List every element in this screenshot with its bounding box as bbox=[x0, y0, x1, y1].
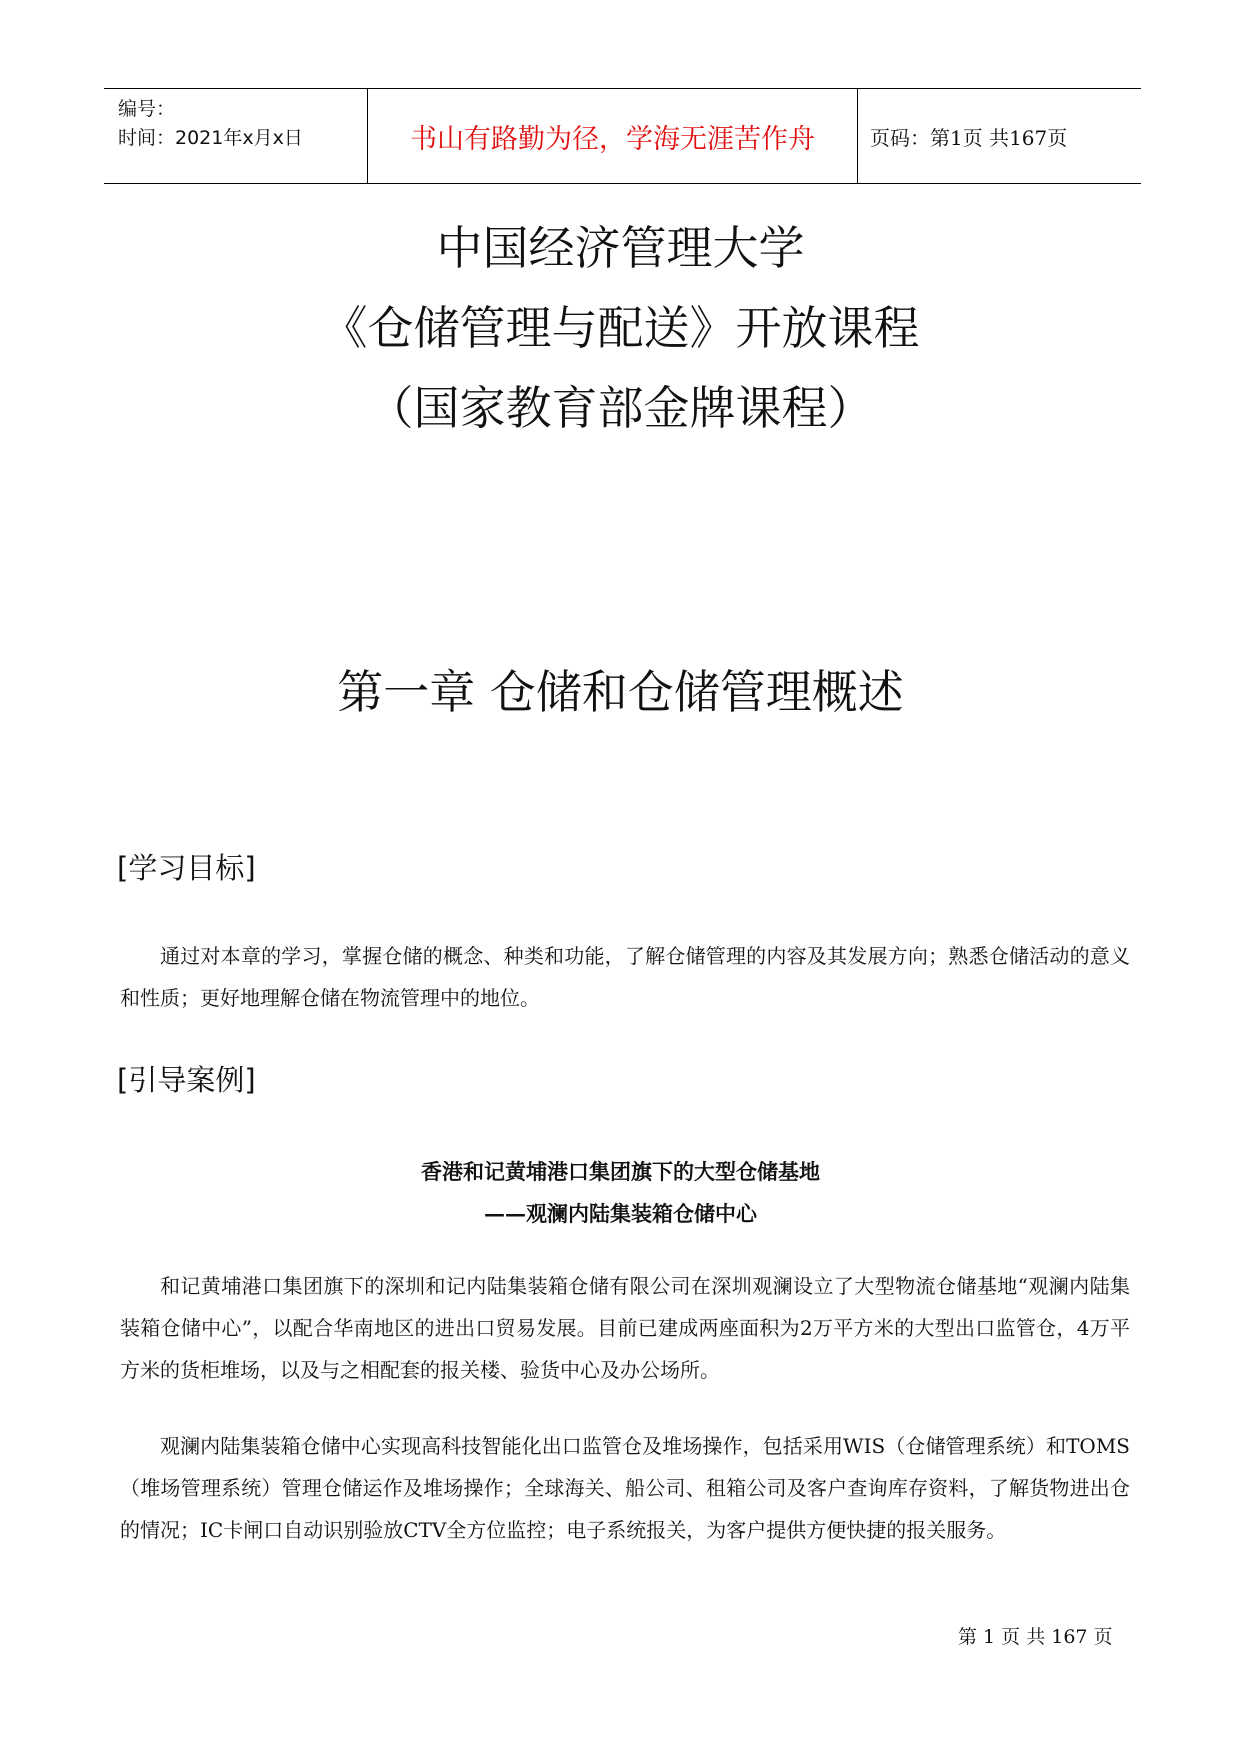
header-motto: 书山有路勤为径，学海无涯苦作舟 bbox=[368, 89, 858, 183]
case-heading: [引导案例] bbox=[117, 1063, 256, 1097]
chapter-title: 第一章 仓储和仓储管理概述 bbox=[337, 665, 904, 719]
page-header bbox=[104, 88, 1141, 184]
time-label: 时间：2021年x月x日 bbox=[118, 127, 303, 149]
case-paragraph-2: 观澜内陆集装箱仓储中心实现高科技智能化出口监管仓及堆场操作，包括采用WIS（仓储管理系统）和TOMS（堆场管理系统）管理仓储运作及堆场操作；全球海关、船公司、租箱公司及客户查询库存资料，了解货物进出仓的情况；IC卡闸口自动识别验放CTV全方位监控；电子系统报关，为客户提供方便快捷的报关服务。 bbox=[120, 1434, 1130, 1542]
objectives-heading: [学习目标] bbox=[117, 851, 256, 885]
case-paragraph-1: 和记黄埔港口集团旗下的深圳和记内陆集装箱仓储有限公司在深圳观澜设立了大型物流仓储基地“观澜内陆集装箱仓储中心”，以配合华南地区的进出口贸易发展。目前已建成两座面积为2万平方米的大型出口监管仓，4万平方米的货柜堆场，以及与之相配套的报关楼、验货中心及办公场所。 bbox=[120, 1274, 1130, 1382]
case-subtitle: ——观澜内陆集装箱仓储中心 bbox=[484, 1201, 757, 1226]
university-title: 中国经济管理大学 bbox=[436, 221, 805, 275]
case-title: 香港和记黄埔港口集团旗下的大型仓储基地 bbox=[421, 1159, 820, 1184]
header-meta bbox=[104, 89, 368, 183]
objectives-text: 通过对本章的学习，掌握仓储的概念、种类和功能，了解仓储管理的内容及其发展方向；熟悉仓储活动的意义和性质；更好地理解仓储在物流管理中的地位。 bbox=[120, 944, 1130, 1010]
header-page-info: 页码：第1页 共167页 bbox=[870, 125, 1068, 150]
course-title: 《仓储管理与配送》开放课程 bbox=[321, 301, 920, 355]
serial-number-label: 编号： bbox=[118, 98, 176, 120]
course-subtitle: （国家教育部金牌课程） bbox=[367, 381, 874, 435]
page-footer: 第 1 页 共 167 页 bbox=[958, 1626, 1113, 1648]
